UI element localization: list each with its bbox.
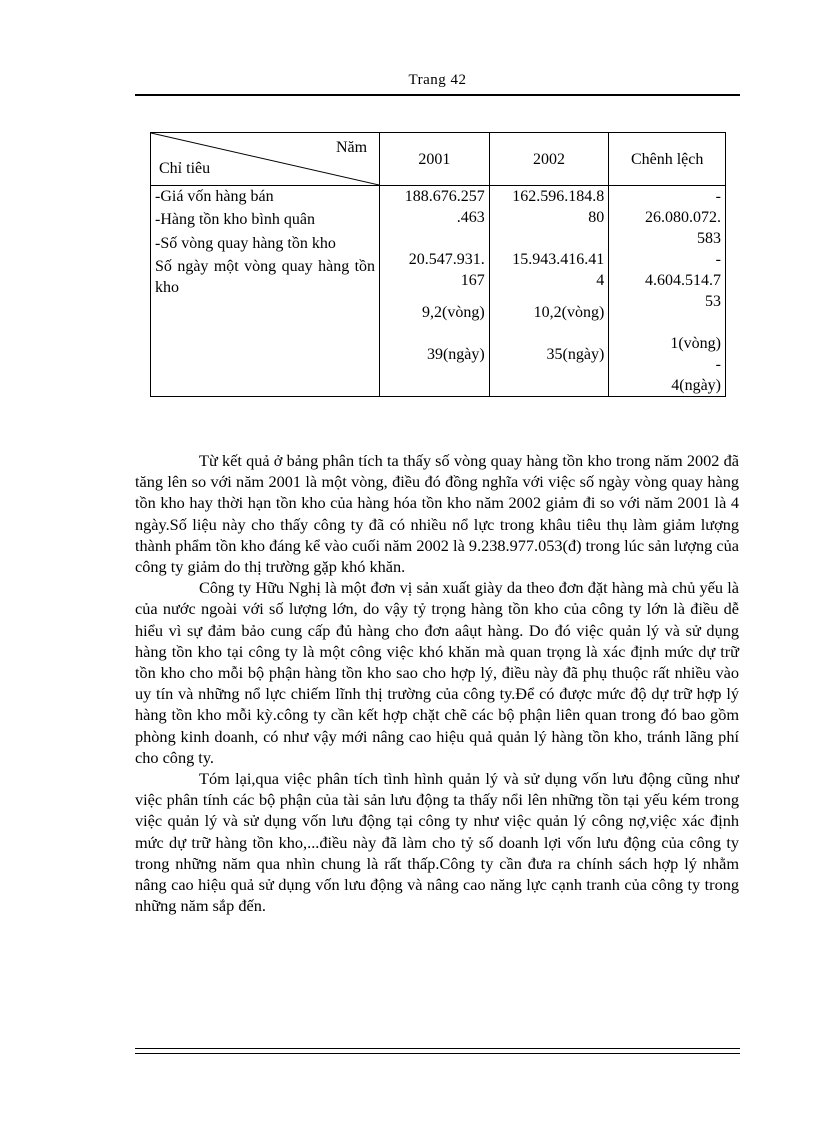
inventory-2002-part1: 15.943.416.41	[512, 251, 605, 268]
paragraph-analysis-result: Từ kết quả ở bảng phân tích ta thấy số vòng quay hàng tồn kho trong năm 2002 đã tăng lên so với năm 2001 là một vòng, điều đó đồng nghĩa với việc số ngày vòng quay hàng tồn kho hay thời hạn tồn kho của hàng hóa tồn kho năm 2002 giảm đi so với năm 2001 là 4 ngày.Số liệu này cho thấy công ty đã có nhiều nổ lực trong khâu tiêu thụ làm giảm lượng thành phẩm tồn kho đáng kể vào cuối năm 2002 là 9.238.977.053(đ) trong lúc sản lượng của công ty giảm do thị trường gặp khó khăn.	[135, 451, 739, 577]
cost-2001-part2: .463	[456, 209, 485, 226]
header-2002: 2002	[489, 133, 609, 186]
cost-diff-part1: 26.080.072.	[645, 209, 721, 226]
indicator-turnover: -Số vòng quay hàng tồn kho	[155, 235, 336, 252]
inventory-2001-part1: 20.547.931.	[408, 251, 485, 268]
inventory-table	[150, 132, 726, 397]
inventory-diff-part1: 4.604.514.7	[645, 272, 721, 289]
header-year-label: Năm	[335, 139, 368, 156]
inventory-2001-part2: 167	[460, 272, 485, 289]
page-number: Trang 42	[408, 72, 467, 88]
inventory-diff-part2: 53	[705, 293, 721, 310]
inventory-2002-part2: 4	[596, 272, 605, 289]
values-difference-cell	[609, 186, 726, 397]
indicator-days-per-turn: Số ngày một vòng quay hàng tồn kho	[155, 258, 376, 296]
cost-2001-part1: 188.676.257	[404, 188, 485, 205]
days-diff-sign: -	[715, 356, 721, 373]
diagonal-header-cell	[151, 133, 380, 186]
paragraph-company-inventory: Công ty Hữu Nghị là một đơn vị sản xuất giày da theo đơn đặt hàng mà chủ yếu là của nước ngoài với số lượng lớn, do vậy tỷ trọng hàng tồn kho của công ty lớn là điều dễ hiểu vì sự đảm bảo cung cấp đủ hàng cho đơn aâụt hàng. Do đó việc quản lý và sử dụng hàng tồn kho tại công ty là một công việc khó khăn mà quan trọng là xác định mức dự trữ tồn kho cho mỗi bộ phận hàng tồn kho sao cho hợp lý, điều này đã phụ thuộc rất nhiều vào uy tín và những nổ lực chiếm lĩnh thị trường của công ty.Để có được mức độ dự trữ hợp lý hàng tồn kho mỗi kỳ.công ty cần kết hợp chặt chẽ các bộ phận liên quan trong đó bao gồm phòng kinh doanh, có như vậy mới nâng cao hiệu quả quản lý hàng tồn kho, tránh lãng phí cho công ty.	[135, 578, 739, 767]
paragraph-conclusion: Tóm lại,qua việc phân tích tình hình quản lý và sử dụng vốn lưu động cũng như việc phân tính các bộ phận của tài sản lưu động ta thấy nổi lên những tồn tại yếu kém trong việc quản lý và sử dụng vốn lưu động tại công ty như việc quản lý công nợ,việc xác định mức dự trữ hàng tồn kho,...điều này đã làm cho tỷ số doanh lợi vốn lưu động của công ty trong những năm qua nhìn chung là rất thấp.Công ty cần đưa ra chính sách hợp lý nhằm nâng cao hiệu quả sử dụng vốn lưu động và nâng cao năng lực cạnh tranh của công ty trong những năm sắp đến.	[135, 769, 739, 916]
values-2002-cell	[489, 186, 609, 397]
page-header	[135, 68, 740, 96]
cost-diff-sign: -	[715, 188, 721, 205]
table-header-row	[151, 133, 726, 186]
footer-rule	[135, 1048, 740, 1054]
body-text	[135, 450, 739, 916]
cost-2002-part2: 80	[588, 209, 605, 226]
header-difference: Chênh lệch	[609, 133, 726, 186]
cost-2002-part1: 162.596.184.8	[512, 188, 605, 205]
days-2002: 35(ngày)	[546, 346, 605, 363]
header-2001: 2001	[380, 133, 490, 186]
turnover-diff: 1(vòng)	[670, 335, 721, 352]
cost-diff-part2: 583	[697, 230, 721, 247]
days-2001: 39(ngày)	[426, 346, 485, 363]
indicator-cost-of-goods: -Giá vốn hàng bán	[155, 188, 274, 205]
days-diff: 4(ngày)	[671, 377, 721, 394]
values-2001-cell	[380, 186, 490, 397]
turnover-2001: 9,2(vòng)	[422, 304, 485, 321]
indicator-cell	[151, 186, 380, 397]
turnover-2002: 10,2(vòng)	[533, 304, 605, 321]
header-indicator-label: Chỉ tiêu	[159, 160, 211, 177]
inventory-diff-sign: -	[715, 251, 721, 268]
indicator-avg-inventory: -Hàng tồn kho bình quân	[155, 211, 315, 228]
table-row	[151, 186, 726, 397]
